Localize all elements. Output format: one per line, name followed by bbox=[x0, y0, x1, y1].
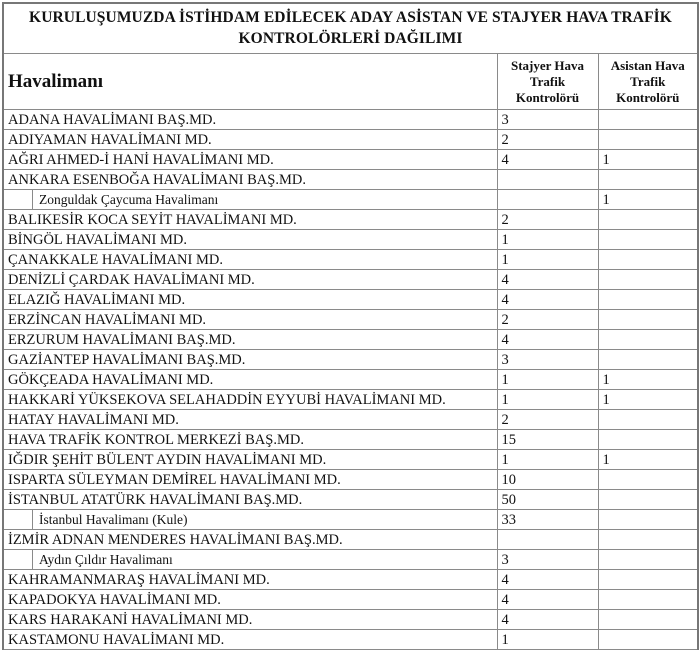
stajyer-count-cell: 2 bbox=[497, 130, 598, 150]
table-row bbox=[3, 290, 698, 310]
indent-cell bbox=[4, 550, 33, 569]
airport-cell bbox=[3, 510, 497, 530]
airport-cell: ERZURUM HAVALİMANI BAŞ.MD. bbox=[3, 330, 497, 350]
asistan-count-cell bbox=[598, 110, 698, 130]
airport-cell: AĞRI AHMED-İ HANİ HAVALİMANI MD. bbox=[3, 150, 497, 170]
asistan-count-cell bbox=[598, 570, 698, 590]
stajyer-count-cell: 2 bbox=[497, 210, 598, 230]
stajyer-count-cell: 1 bbox=[497, 370, 598, 390]
asistan-count-cell: 1 bbox=[598, 370, 698, 390]
stajyer-count-cell: 4 bbox=[497, 570, 598, 590]
asistan-count-cell bbox=[598, 310, 698, 330]
table-row bbox=[3, 570, 698, 590]
stajyer-count-cell: 1 bbox=[497, 630, 598, 650]
stajyer-count-cell: 4 bbox=[497, 330, 598, 350]
column-header-asistan: Asistan Hava Trafik Kontrolörü bbox=[598, 54, 698, 110]
stajyer-count-cell bbox=[497, 170, 598, 190]
asistan-count-cell bbox=[598, 230, 698, 250]
airport-cell: DENİZLİ ÇARDAK HAVALİMANI MD. bbox=[3, 270, 497, 290]
stajyer-count-cell: 33 bbox=[497, 510, 598, 530]
table-body bbox=[3, 110, 698, 650]
stajyer-count-cell: 3 bbox=[497, 110, 598, 130]
table-row bbox=[3, 250, 698, 270]
table-row bbox=[3, 530, 698, 550]
airport-cell: ÇANAKKALE HAVALİMANI MD. bbox=[3, 250, 497, 270]
subrow-wrapper bbox=[4, 510, 497, 529]
indent-cell bbox=[4, 190, 33, 209]
table-row bbox=[3, 410, 698, 430]
table-row bbox=[3, 430, 698, 450]
column-header-stajyer: Stajyer Hava Trafik Kontrolörü bbox=[497, 54, 598, 110]
table-row bbox=[3, 130, 698, 150]
airport-cell bbox=[3, 190, 497, 210]
stajyer-count-cell: 15 bbox=[497, 430, 598, 450]
stajyer-count-cell: 1 bbox=[497, 450, 598, 470]
asistan-count-cell bbox=[598, 470, 698, 490]
stajyer-count-cell: 50 bbox=[497, 490, 598, 510]
asistan-count-cell bbox=[598, 170, 698, 190]
airport-cell: HATAY HAVALİMANI MD. bbox=[3, 410, 497, 430]
indent-cell bbox=[4, 510, 33, 529]
asistan-count-cell bbox=[598, 290, 698, 310]
allocation-table bbox=[2, 2, 699, 650]
allocation-table-container bbox=[2, 2, 697, 650]
subrow-wrapper bbox=[4, 550, 497, 569]
table-row bbox=[3, 370, 698, 390]
asistan-count-cell bbox=[598, 590, 698, 610]
stajyer-count-cell: 4 bbox=[497, 610, 598, 630]
airport-cell: ELAZIĞ HAVALİMANI MD. bbox=[3, 290, 497, 310]
airport-cell: ADANA HAVALİMANI BAŞ.MD. bbox=[3, 110, 497, 130]
table-row bbox=[3, 110, 698, 130]
asistan-count-cell bbox=[598, 610, 698, 630]
table-subrow bbox=[3, 510, 698, 530]
stajyer-count-cell: 1 bbox=[497, 390, 598, 410]
airport-cell: ADIYAMAN HAVALİMANI MD. bbox=[3, 130, 497, 150]
table-subrow bbox=[3, 190, 698, 210]
table-row bbox=[3, 390, 698, 410]
table-row bbox=[3, 230, 698, 250]
stajyer-count-cell: 4 bbox=[497, 290, 598, 310]
asistan-count-cell bbox=[598, 250, 698, 270]
airport-cell: ANKARA ESENBOĞA HAVALİMANI BAŞ.MD. bbox=[3, 170, 497, 190]
airport-cell: KAPADOKYA HAVALİMANI MD. bbox=[3, 590, 497, 610]
table-row bbox=[3, 210, 698, 230]
table-row bbox=[3, 150, 698, 170]
asistan-count-cell: 1 bbox=[598, 190, 698, 210]
stajyer-count-cell: 3 bbox=[497, 550, 598, 570]
stajyer-count-cell: 1 bbox=[497, 250, 598, 270]
stajyer-count-cell bbox=[497, 190, 598, 210]
airport-cell: İSTANBUL ATATÜRK HAVALİMANI BAŞ.MD. bbox=[3, 490, 497, 510]
airport-cell: KAHRAMANMARAŞ HAVALİMANI MD. bbox=[3, 570, 497, 590]
asistan-count-cell bbox=[598, 210, 698, 230]
table-row bbox=[3, 610, 698, 630]
airport-cell: ERZİNCAN HAVALİMANI MD. bbox=[3, 310, 497, 330]
table-row bbox=[3, 270, 698, 290]
stajyer-count-cell bbox=[497, 530, 598, 550]
asistan-count-cell: 1 bbox=[598, 450, 698, 470]
airport-cell: BİNGÖL HAVALİMANI MD. bbox=[3, 230, 497, 250]
stajyer-count-cell: 4 bbox=[497, 590, 598, 610]
stajyer-count-cell: 4 bbox=[497, 150, 598, 170]
stajyer-count-cell: 1 bbox=[497, 230, 598, 250]
airport-cell: HAVA TRAFİK KONTROL MERKEZİ BAŞ.MD. bbox=[3, 430, 497, 450]
column-header-airport: Havalimanı bbox=[3, 54, 497, 110]
asistan-count-cell bbox=[598, 430, 698, 450]
asistan-count-cell bbox=[598, 330, 698, 350]
airport-cell: ISPARTA SÜLEYMAN DEMİREL HAVALİMANI MD. bbox=[3, 470, 497, 490]
stajyer-count-cell: 2 bbox=[497, 410, 598, 430]
asistan-count-cell bbox=[598, 130, 698, 150]
asistan-count-cell bbox=[598, 490, 698, 510]
stajyer-count-cell: 10 bbox=[497, 470, 598, 490]
asistan-count-cell bbox=[598, 530, 698, 550]
table-row bbox=[3, 590, 698, 610]
asistan-count-cell: 1 bbox=[598, 390, 698, 410]
table-row bbox=[3, 470, 698, 490]
table-row bbox=[3, 490, 698, 510]
airport-cell: KASTAMONU HAVALİMANI MD. bbox=[3, 630, 497, 650]
table-row bbox=[3, 350, 698, 370]
table-title: KURULUŞUMUZDA İSTİHDAM EDİLECEK ADAY ASİSTAN VE STAJYER HAVA TRAFİK KONTROLÖRLERİ DAĞILIMI bbox=[3, 3, 698, 54]
airport-cell: BALIKESİR KOCA SEYİT HAVALİMANI MD. bbox=[3, 210, 497, 230]
asistan-count-cell bbox=[598, 510, 698, 530]
airport-cell: GAZİANTEP HAVALİMANI BAŞ.MD. bbox=[3, 350, 497, 370]
asistan-count-cell bbox=[598, 350, 698, 370]
subrow-wrapper bbox=[4, 190, 497, 209]
asistan-count-cell bbox=[598, 410, 698, 430]
asistan-count-cell bbox=[598, 630, 698, 650]
table-row bbox=[3, 330, 698, 350]
table-row bbox=[3, 310, 698, 330]
airport-cell: IĞDIR ŞEHİT BÜLENT AYDIN HAVALİMANI MD. bbox=[3, 450, 497, 470]
airport-name: Zonguldak Çaycuma Havalimanı bbox=[39, 192, 219, 207]
table-row bbox=[3, 450, 698, 470]
stajyer-count-cell: 2 bbox=[497, 310, 598, 330]
airport-name: Aydın Çıldır Havalimanı bbox=[39, 552, 173, 567]
airport-cell: GÖKÇEADA HAVALİMANI MD. bbox=[3, 370, 497, 390]
stajyer-count-cell: 4 bbox=[497, 270, 598, 290]
stajyer-count-cell: 3 bbox=[497, 350, 598, 370]
table-subrow bbox=[3, 550, 698, 570]
table-row bbox=[3, 170, 698, 190]
airport-cell bbox=[3, 550, 497, 570]
asistan-count-cell bbox=[598, 270, 698, 290]
asistan-count-cell bbox=[598, 550, 698, 570]
airport-cell: İZMİR ADNAN MENDERES HAVALİMANI BAŞ.MD. bbox=[3, 530, 497, 550]
airport-cell: KARS HARAKANİ HAVALİMANI MD. bbox=[3, 610, 497, 630]
airport-name: İstanbul Havalimanı (Kule) bbox=[39, 512, 188, 527]
airport-cell: HAKKARİ YÜKSEKOVA SELAHADDİN EYYUBİ HAVALİMANI MD. bbox=[3, 390, 497, 410]
asistan-count-cell: 1 bbox=[598, 150, 698, 170]
table-row bbox=[3, 630, 698, 650]
